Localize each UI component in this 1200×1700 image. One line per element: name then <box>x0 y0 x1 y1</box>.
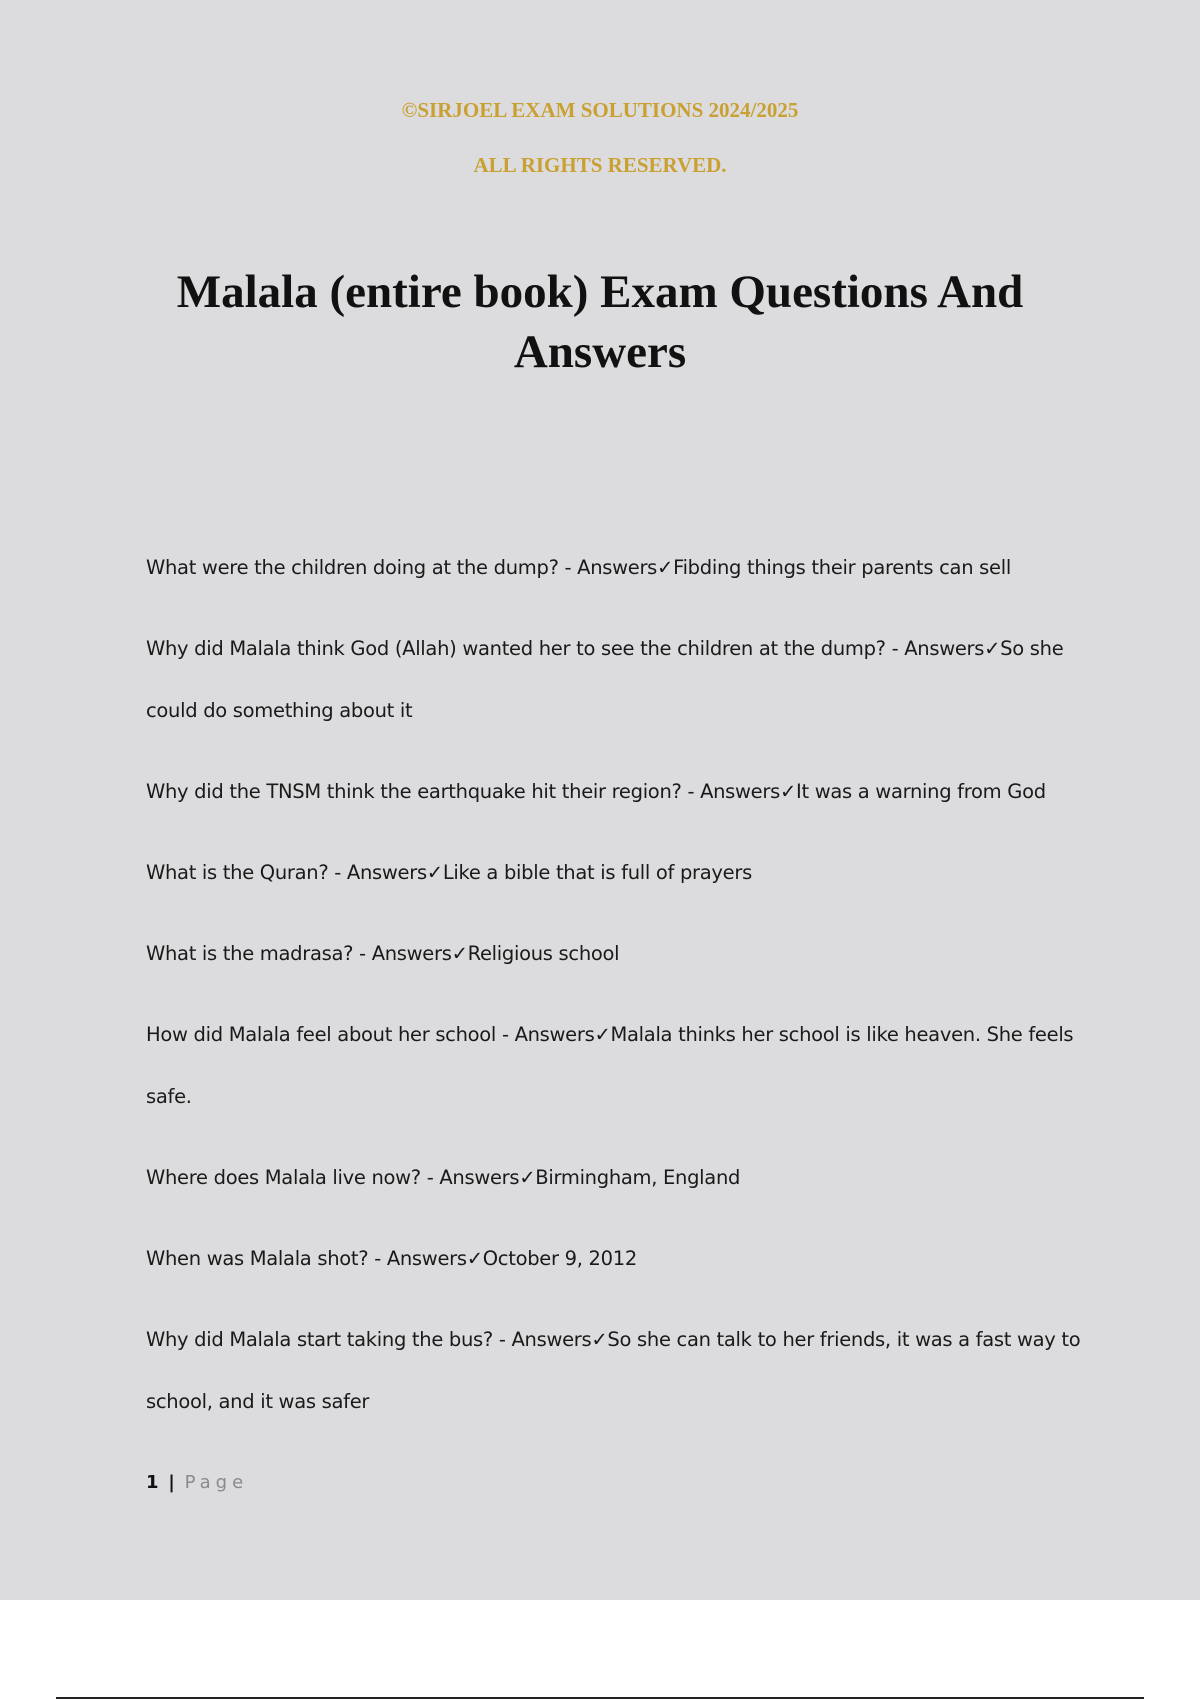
qa-item: Where does Malala live now? - Answers✓Birmingham, England <box>146 1166 741 1189</box>
qa-item: Why did Malala start taking the bus? - Answers✓So she can talk to her friends, it was a fast way to school, and it was safer <box>146 1328 1081 1413</box>
qa-item: When was Malala shot? - Answers✓October 9, 2012 <box>146 1247 637 1270</box>
page-label: Page <box>184 1472 249 1493</box>
copyright-header: ©SIRJOEL EXAM SOLUTIONS 2024/2025 <box>401 98 799 122</box>
qa-item: Why did Malala think God (Allah) wanted her to see the children at the dump? - Answers✓So she could do something about it <box>146 637 1064 722</box>
page-footer <box>146 1472 248 1493</box>
rights-header: ALL RIGHTS RESERVED. <box>473 153 727 177</box>
next-page-rule <box>56 1697 1144 1699</box>
qa-item: What is the Quran? - Answers✓Like a bible that is full of prayers <box>146 861 752 884</box>
qa-item: What is the madrasa? - Answers✓Religious school <box>146 942 620 965</box>
page-number: 1 <box>146 1472 159 1493</box>
qa-item: What were the children doing at the dump? - Answers✓Fibding things their parents can sell <box>146 556 1011 579</box>
qa-list <box>146 537 1106 1452</box>
document-title: Malala (entire book) Exam Questions And Answers <box>176 266 1024 378</box>
footer-separator: | <box>168 1472 175 1493</box>
qa-item: How did Malala feel about her school - Answers✓Malala thinks her school is like heaven. She feels safe. <box>146 1023 1074 1108</box>
qa-item: Why did the TNSM think the earthquake hit their region? - Answers✓It was a warning from God <box>146 780 1046 803</box>
